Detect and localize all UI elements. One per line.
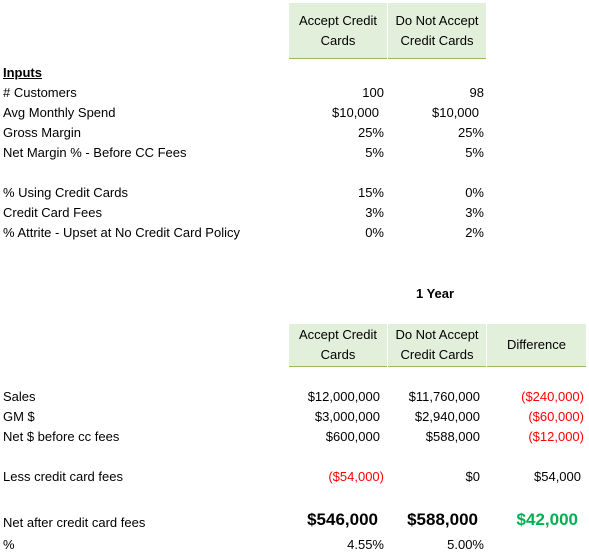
input-label-customers[interactable]: # Customers: [3, 85, 77, 100]
input-accept-customers[interactable]: 100: [362, 85, 384, 100]
result-label-net-after[interactable]: Net after credit card fees: [3, 515, 146, 530]
input-accept-gross-margin[interactable]: 25%: [357, 125, 384, 140]
input-accept-pct-credit[interactable]: 15%: [357, 185, 384, 200]
result-accept-gm[interactable]: $3,000,000: [314, 409, 380, 424]
result-accept-pct[interactable]: 4.55%: [347, 537, 384, 552]
input-accept-attrite[interactable]: 0%: [365, 225, 384, 240]
input-label-attrite[interactable]: % Attrite - Upset at No Credit Card Policy: [3, 225, 240, 240]
result-noaccept-fees[interactable]: $0: [465, 469, 480, 484]
header-do-not-accept[interactable]: [388, 3, 486, 59]
result-label-sales[interactable]: Sales: [3, 389, 36, 404]
results-header-difference-label: Difference: [506, 337, 566, 352]
result-diff-sales[interactable]: ($240,000): [521, 389, 584, 404]
period-title[interactable]: 1 Year: [416, 286, 455, 301]
results-header-no-accept-line2: Credit Cards: [400, 347, 474, 362]
input-noaccept-customers[interactable]: 98: [469, 85, 484, 100]
results-header-accept[interactable]: [289, 324, 387, 367]
header-accept-credit-cards[interactable]: [289, 3, 387, 59]
result-label-gm[interactable]: GM $: [3, 409, 35, 424]
result-label-fees[interactable]: Less credit card fees: [3, 469, 123, 484]
header-no-accept-line1: Do Not Accept: [395, 12, 479, 28]
result-diff-gm[interactable]: ($60,000): [528, 409, 584, 424]
header-accept-line2: Cards: [320, 32, 356, 48]
input-accept-cc-fees[interactable]: 3%: [365, 205, 384, 220]
input-noaccept-spend[interactable]: $10,000: [432, 105, 479, 120]
input-label-pct-credit[interactable]: % Using Credit Cards: [3, 185, 128, 200]
input-noaccept-pct-credit[interactable]: 0%: [465, 185, 484, 200]
input-label-net-margin[interactable]: Net Margin % - Before CC Fees: [3, 145, 187, 160]
header-accept-line1: Accept Credit: [298, 12, 378, 28]
input-noaccept-attrite[interactable]: 2%: [465, 225, 484, 240]
result-label-pct[interactable]: %: [3, 537, 15, 552]
result-noaccept-pct[interactable]: 5.00%: [447, 537, 484, 552]
result-noaccept-net-after[interactable]: $588,000: [407, 510, 478, 529]
input-label-gross-margin[interactable]: Gross Margin: [3, 125, 82, 140]
input-label-cc-fees[interactable]: Credit Card Fees: [3, 205, 102, 220]
input-accept-spend[interactable]: $10,000: [332, 105, 379, 120]
result-accept-sales[interactable]: $12,000,000: [307, 389, 380, 404]
result-diff-net-before[interactable]: ($12,000): [528, 429, 584, 444]
results-header-difference[interactable]: [487, 324, 586, 367]
result-diff-net-after[interactable]: $42,000: [516, 510, 578, 529]
inputs-title[interactable]: Inputs: [3, 65, 42, 80]
result-noaccept-net-before[interactable]: $588,000: [425, 429, 480, 444]
input-accept-net-margin[interactable]: 5%: [365, 145, 384, 160]
results-header-accept-line1: Accept Credit: [298, 327, 378, 342]
result-accept-fees[interactable]: ($54,000): [328, 469, 384, 484]
result-accept-net-before[interactable]: $600,000: [325, 429, 380, 444]
input-noaccept-gross-margin[interactable]: 25%: [457, 125, 484, 140]
input-noaccept-cc-fees[interactable]: 3%: [465, 205, 484, 220]
result-accept-net-after[interactable]: $546,000: [307, 510, 378, 529]
result-noaccept-gm[interactable]: $2,940,000: [414, 409, 480, 424]
results-header-no-accept[interactable]: [388, 324, 486, 367]
result-label-net-before[interactable]: Net $ before cc fees: [3, 429, 120, 444]
input-label-spend[interactable]: Avg Monthly Spend: [3, 105, 116, 120]
results-header-no-accept-line1: Do Not Accept: [395, 327, 479, 342]
result-noaccept-sales[interactable]: $11,760,000: [408, 389, 480, 404]
input-noaccept-net-margin[interactable]: 5%: [465, 145, 484, 160]
header-no-accept-line2: Credit Cards: [400, 32, 474, 48]
results-header-accept-line2: Cards: [320, 347, 356, 362]
result-diff-fees[interactable]: $54,000: [534, 469, 581, 484]
